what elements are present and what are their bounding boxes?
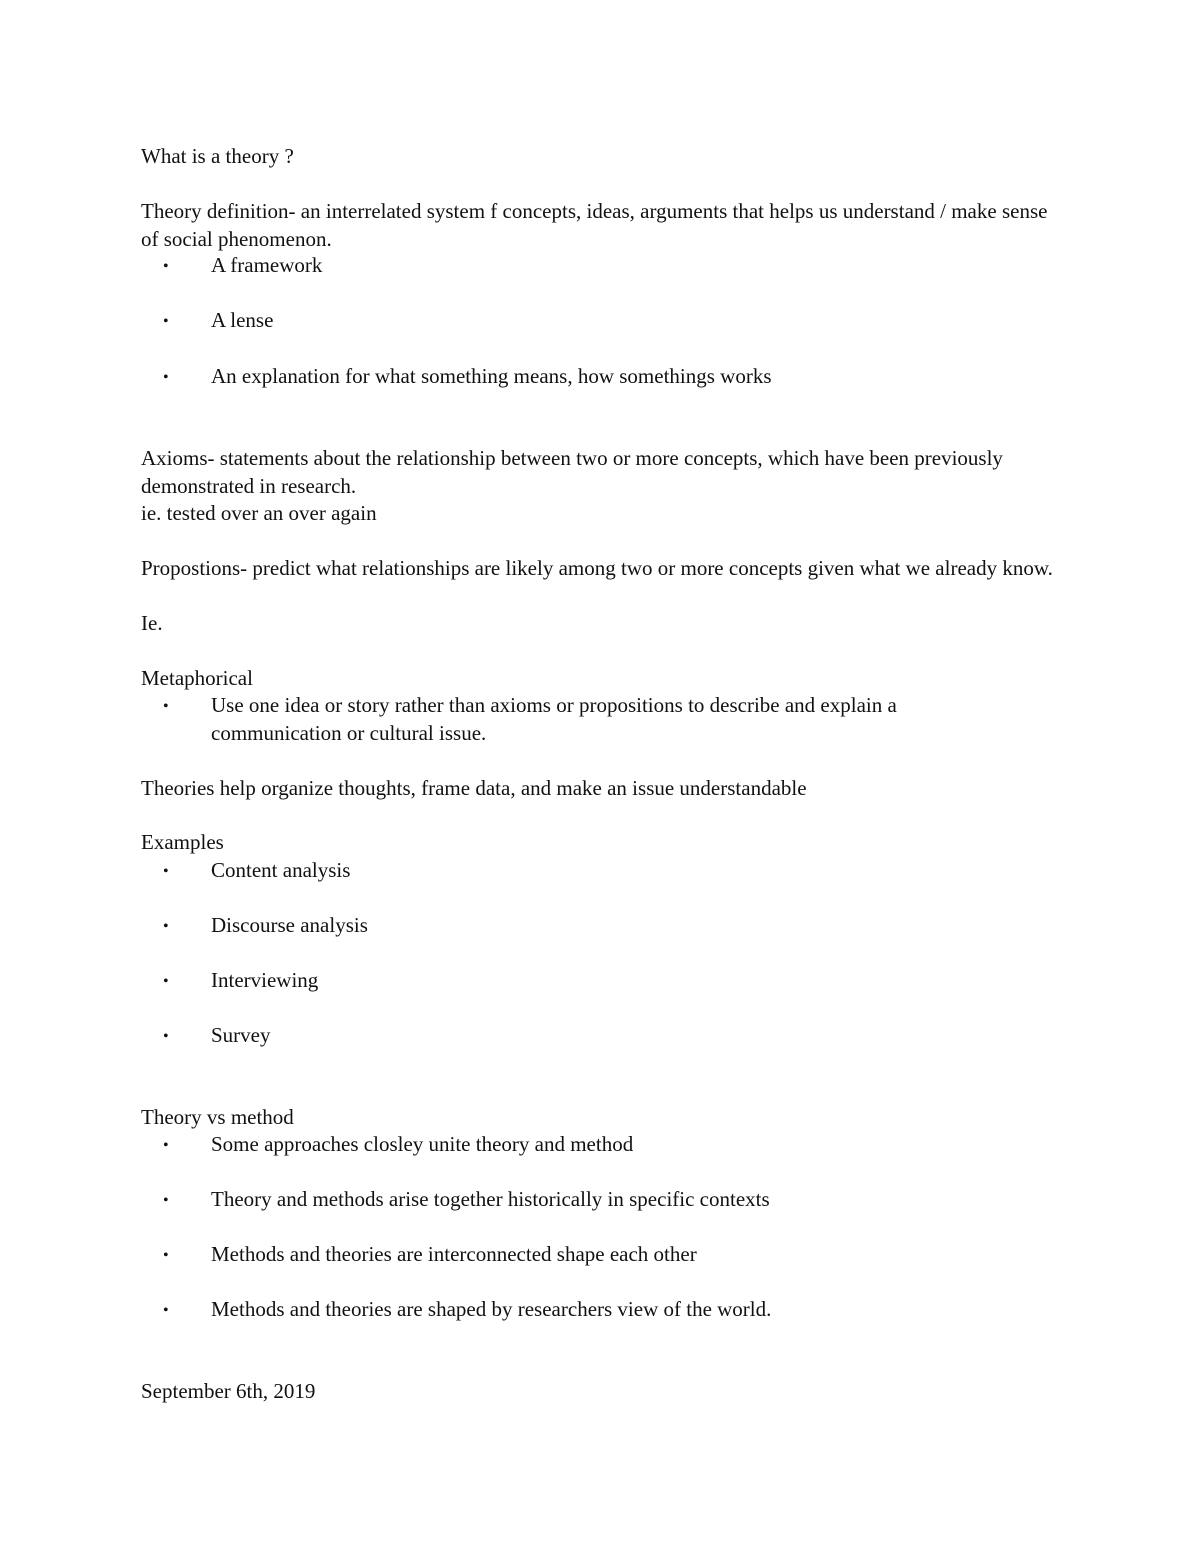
theory-vs-method-item: Methods and theories are shaped by researchers view of the world. [211, 1297, 772, 1321]
theory-vs-method-heading: Theory vs method [141, 1105, 294, 1129]
propositions-paragraph: Propostions- predict what relationships are likely among two or more concepts given what we already know. [141, 556, 1053, 580]
bullet-icon: • [163, 918, 169, 935]
example-item: Discourse analysis [211, 913, 368, 937]
bullet-icon: • [163, 1192, 169, 1209]
example-item: Content analysis [211, 858, 351, 882]
bullet-icon: • [163, 258, 169, 275]
example-item: Interviewing [211, 968, 319, 992]
propositions-ie: Ie. [141, 611, 163, 635]
bullet-icon: • [163, 369, 169, 386]
metaphorical-heading: Metaphorical [141, 666, 253, 690]
bullet-icon: • [163, 1137, 169, 1154]
theory-vs-method-item: Methods and theories are interconnected shape each other [211, 1242, 697, 1266]
axioms-paragraph: Axioms- statements about the relationship between two or more concepts, which have been previously demonstrated in research. [141, 446, 1003, 498]
definition-bullet-item: A lense [211, 308, 274, 332]
definition-bullet-item: A framework [211, 253, 323, 277]
example-item: Survey [211, 1023, 271, 1047]
definition-bullet-item: An explanation for what something means, how somethings works [211, 364, 772, 388]
bullet-icon: • [163, 973, 169, 990]
theory-vs-method-item: Some approaches closley unite theory and method [211, 1132, 634, 1156]
date-line: September 6th, 2019 [141, 1379, 316, 1403]
bullet-icon: • [163, 698, 169, 715]
axioms-ie: ie. tested over an over again [141, 501, 377, 525]
bullet-icon: • [163, 313, 169, 330]
theory-vs-method-item: Theory and methods arise together historically in specific contexts [211, 1187, 770, 1211]
examples-heading: Examples [141, 830, 224, 854]
metaphorical-bullet-item: Use one idea or story rather than axioms or propositions to describe and explain a communication or cultural issue. [211, 693, 897, 745]
doc-title: What is a theory ? [141, 144, 294, 168]
theories-help-paragraph: Theories help organize thoughts, frame data, and make an issue understandable [141, 776, 807, 800]
bullet-icon: • [163, 1028, 169, 1045]
theory-definition: Theory definition- an interrelated system f concepts, ideas, arguments that helps us understand / make sense of social phenomenon. [141, 199, 1048, 251]
bullet-icon: • [163, 1247, 169, 1264]
bullet-icon: • [163, 1302, 169, 1319]
bullet-icon: • [163, 863, 169, 880]
